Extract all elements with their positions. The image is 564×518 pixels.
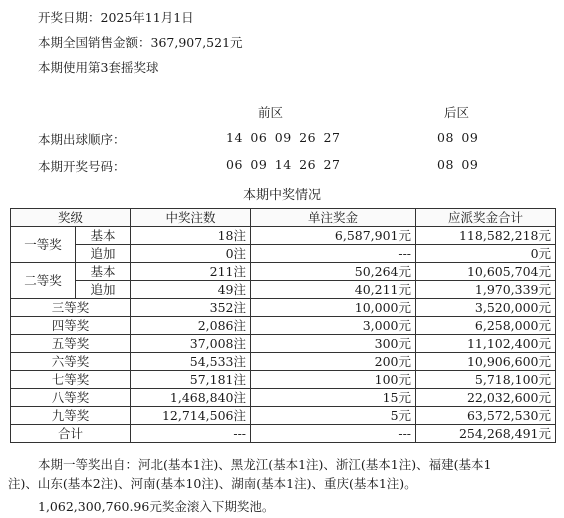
prize-cell: ---: [251, 425, 416, 443]
winning-numbers-front: 06 09 14 26 27: [226, 157, 341, 172]
count-cell: 211注: [131, 263, 251, 281]
total-cell: 3,520,000元: [416, 299, 556, 317]
prize-cell: ---: [251, 245, 416, 263]
header-total: 应派奖金合计: [416, 209, 556, 227]
winning-numbers-back: 08 09: [437, 157, 479, 172]
prize-cell: 5元: [251, 407, 416, 425]
level-cell: 八等奖: [11, 389, 131, 407]
count-cell: 352注: [131, 299, 251, 317]
total-cell: 5,718,100元: [416, 371, 556, 389]
table-total-row: [11, 425, 556, 443]
count-cell: 49注: [131, 281, 251, 299]
prize-table: [10, 208, 556, 443]
total-cell: 10,605,704元: [416, 263, 556, 281]
level-cell: 七等奖: [11, 371, 131, 389]
first-prize-origin-line1: 本期一等奖出自：河北(基本1注)、黑龙江(基本1注)、浙江(基本1注)、福建(基本1: [38, 457, 492, 472]
table-row: [11, 371, 556, 389]
level-cell: 五等奖: [11, 335, 131, 353]
prize-cell: 100元: [251, 371, 416, 389]
prize-cell: 50,264元: [251, 263, 416, 281]
back-area-header: 后区: [444, 105, 470, 120]
table-row: [11, 299, 556, 317]
table-row: [11, 335, 556, 353]
header-count: 中奖注数: [131, 209, 251, 227]
prize-cell: 6,587,901元: [251, 227, 416, 245]
table-row: [11, 317, 556, 335]
count-cell: 57,181注: [131, 371, 251, 389]
sub-level-cell: 基本: [76, 263, 131, 281]
level-cell: 二等奖: [11, 263, 76, 299]
total-cell: 6,258,000元: [416, 317, 556, 335]
table-row: [11, 227, 556, 245]
count-cell: 18注: [131, 227, 251, 245]
total-cell: 0元: [416, 245, 556, 263]
count-cell: 2,086注: [131, 317, 251, 335]
total-cell: 1,970,339元: [416, 281, 556, 299]
winning-numbers-label: 本期开奖号码：: [38, 159, 126, 174]
prize-cell: 40,211元: [251, 281, 416, 299]
count-cell: 37,008注: [131, 335, 251, 353]
table-header-row: [11, 209, 556, 227]
table-row: [11, 353, 556, 371]
count-cell: ---: [131, 425, 251, 443]
count-cell: 0注: [131, 245, 251, 263]
table-row: [11, 407, 556, 425]
prize-cell: 300元: [251, 335, 416, 353]
sub-level-cell: 追加: [76, 281, 131, 299]
count-cell: 54,533注: [131, 353, 251, 371]
prize-cell: 3,000元: [251, 317, 416, 335]
rollover-amount: 1,062,300,760.96元奖金滚入下期奖池。: [38, 499, 275, 514]
level-cell: 九等奖: [11, 407, 131, 425]
total-cell: 10,906,600元: [416, 353, 556, 371]
total-cell: 22,032,600元: [416, 389, 556, 407]
count-cell: 12,714,506注: [131, 407, 251, 425]
table-row: [11, 281, 556, 299]
draw-date: 开奖日期：2025年11月1日: [38, 10, 194, 25]
level-cell: 合计: [11, 425, 131, 443]
table-row: [11, 389, 556, 407]
table-row: [11, 245, 556, 263]
first-prize-origin-line2: 注)、山东(基本2注)、河南(基本10注)、湖南(基本1注)、重庆(基本1注)。: [8, 476, 417, 491]
ball-set: 本期使用第3套摇奖球: [38, 60, 159, 75]
draw-order-front: 14 06 09 26 27: [226, 130, 341, 145]
total-cell: 118,582,218元: [416, 227, 556, 245]
total-cell: 254,268,491元: [416, 425, 556, 443]
prize-cell: 15元: [251, 389, 416, 407]
sub-level-cell: 基本: [76, 227, 131, 245]
prize-cell: 10,000元: [251, 299, 416, 317]
total-cell: 63,572,530元: [416, 407, 556, 425]
header-level: 奖级: [11, 209, 131, 227]
level-cell: 三等奖: [11, 299, 131, 317]
prize-cell: 200元: [251, 353, 416, 371]
table-row: [11, 263, 556, 281]
level-cell: 四等奖: [11, 317, 131, 335]
level-cell: 六等奖: [11, 353, 131, 371]
level-cell: 一等奖: [11, 227, 76, 263]
sales-amount: 本期全国销售金额：367,907,521元: [38, 35, 243, 50]
header-prize: 单注奖金: [251, 209, 416, 227]
count-cell: 1,468,840注: [131, 389, 251, 407]
draw-order-label: 本期出球顺序：: [38, 132, 126, 147]
sub-level-cell: 追加: [76, 245, 131, 263]
draw-order-back: 08 09: [437, 130, 479, 145]
total-cell: 11,102,400元: [416, 335, 556, 353]
prize-table-title: 本期中奖情况: [242, 188, 321, 203]
front-area-header: 前区: [258, 105, 284, 120]
